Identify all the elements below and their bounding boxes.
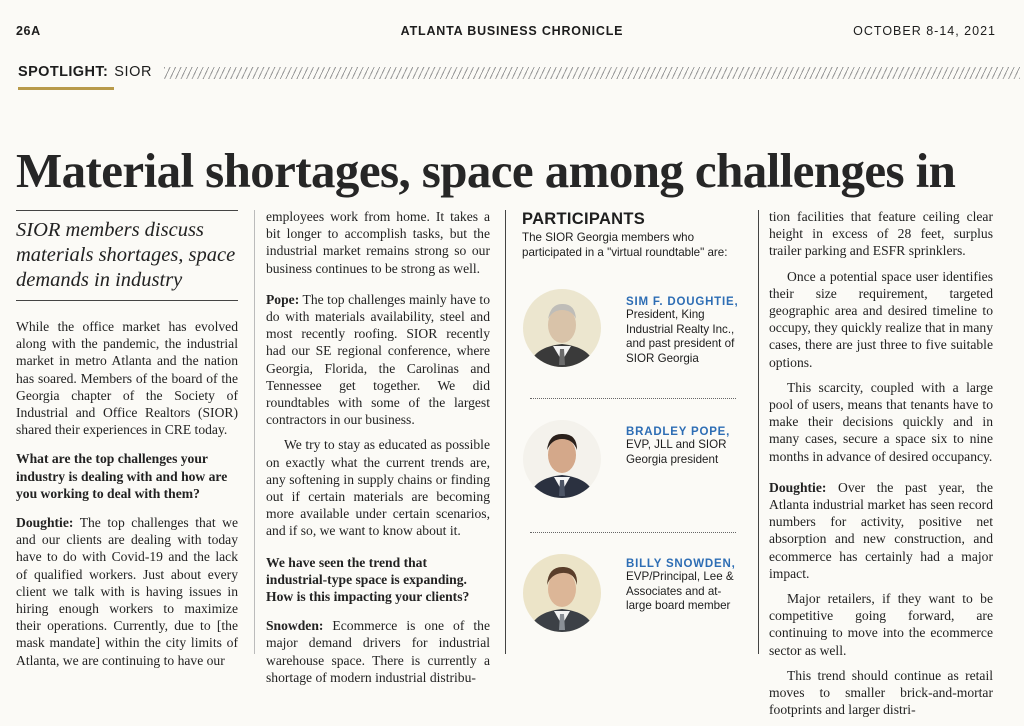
issue-date: OCTOBER 8-14, 2021 [853, 24, 996, 38]
section-hatch-divider [164, 67, 1020, 79]
section-topic: SIOR [114, 64, 153, 80]
speaker-name: Doughtie: [16, 515, 74, 531]
headline: Material shortages, space among challenges in [16, 143, 956, 198]
answer-text: Ecommerce is one of the major demand drivers for industrial warehouse space. There is currently a shortage of modern industrial distribu- [266, 618, 490, 685]
section-underline [18, 87, 114, 90]
participants-left-border [505, 210, 506, 654]
deck-bottom-rule [16, 300, 238, 301]
body-paragraph: This scarcity, coupled with a large pool of users, means that tenants have to make their decisions quickly and in many cases, secure a space six to nine months in advance of desired occupancy. [769, 379, 993, 464]
participant-photo-snowden [523, 554, 601, 632]
participant-info [626, 426, 746, 467]
participants-right-border [758, 210, 759, 654]
continued-text: tion facilities that feature ceiling clear height in excess of 28 feet, surplus trailer parking and ESFR sprinklers. [769, 209, 993, 259]
article-column-1 [16, 318, 238, 677]
article-column-4 [769, 208, 993, 726]
article-intro: While the office market has evolved along with the pandemic, the industrial market in metro Atlanta and the nation has soared. Members of the board of the Georgia chapter of the Society of Industrial and Office Realtors (SIOR) shared their experiences in CRE today. [16, 319, 238, 438]
participant-role: EVP, JLL and SIOR Georgia president [626, 438, 727, 466]
answer-text: The top challenges mainly have to do with materials availability, steel and most recently roofing. SIOR recently had our SE regional conference, where Georgia, Florida, the Carolinas and Tennessee get together. We did roundtables with some of the largest contractors in our business. [266, 291, 490, 428]
participant-info [626, 296, 746, 366]
participant-photo-pope [523, 420, 601, 498]
answer-paragraph [16, 514, 238, 669]
answer-paragraph [266, 291, 490, 429]
section-spotlight [18, 64, 152, 80]
section-label: SPOTLIGHT: [18, 64, 109, 80]
participant-photo-doughtie [523, 289, 601, 367]
question-1: What are the top challenges your industry is dealing with and how are you working to deal with them? [16, 451, 228, 501]
answer-paragraph [769, 479, 993, 582]
answer-text: The top challenges that we and our clients are dealing with today have to do with Covid-19 and the lack of qualified workers. Just about every client we talk with is having issues in hiring enough workers to maximize their operations. Currently, due to [the mask mandate] within the city limits of Atlanta, we are continuing to have our [16, 515, 238, 668]
body-paragraph: Once a potential space user identifies their size requirement, targeted geographic area and desired timeline to occupy, they quickly realize that in many cases, there are just three to five suitable options. [769, 268, 993, 370]
participant-role: EVP/Principal, Lee & Associates and at-large board member [626, 570, 734, 612]
participant-info [626, 558, 746, 614]
body-paragraph: We try to stay as educated as possible on exactly what the current trends are, any softening in supply chains or finding out if certain materials are becoming more available under certain scenarios, and if so, we want to know about it. [266, 437, 490, 539]
participant-name: BRADLEY POPE, [626, 426, 731, 438]
participant-name: SIM F. DOUGHTIE, [626, 296, 739, 308]
participant-name: BILLY SNOWDEN, [626, 558, 736, 570]
answer-paragraph [266, 617, 490, 686]
speaker-name: Pope: [266, 291, 300, 307]
speaker-name: Snowden: [266, 618, 324, 634]
participant-separator [530, 398, 736, 399]
participants-title: PARTICIPANTS [522, 210, 646, 228]
publication-name: ATLANTA BUSINESS CHRONICLE [400, 24, 624, 38]
participant-role: President, King Industrial Realty Inc., and past president of SIOR Georgia [626, 308, 735, 365]
article-column-2 [266, 208, 490, 694]
answer-text: Over the past year, the Atlanta industrial market has seen record numbers for activity, positive net absorption and new construction, and ecommerce has certainly had a major impact. [769, 479, 993, 581]
participant-separator [530, 532, 736, 533]
continued-text: employees work from home. It takes a bit longer to accomplish tasks, but the industrial market remains strong so our business continues to be strong as well. [266, 209, 490, 276]
body-paragraph: This trend should continue as retail moves to smaller brick-and-mortar footprints and larger distri- [769, 667, 993, 718]
participants-intro: The SIOR Georgia members who participated in a "virtual roundtable" are: [522, 231, 728, 259]
deck-top-rule [16, 210, 238, 211]
speaker-name: Doughtie: [769, 479, 827, 495]
column-divider-1 [254, 210, 255, 654]
body-paragraph: Major retailers, if they want to be competitive going forward, are continuing to move into the ecommerce sector as well. [769, 591, 993, 658]
article-deck: SIOR members discuss materials shortages, space demands in industry [16, 219, 236, 291]
question-2: We have seen the trend that industrial-type space is expanding. How is this impacting your clients? [266, 554, 470, 605]
page-number: 26A [16, 24, 41, 38]
